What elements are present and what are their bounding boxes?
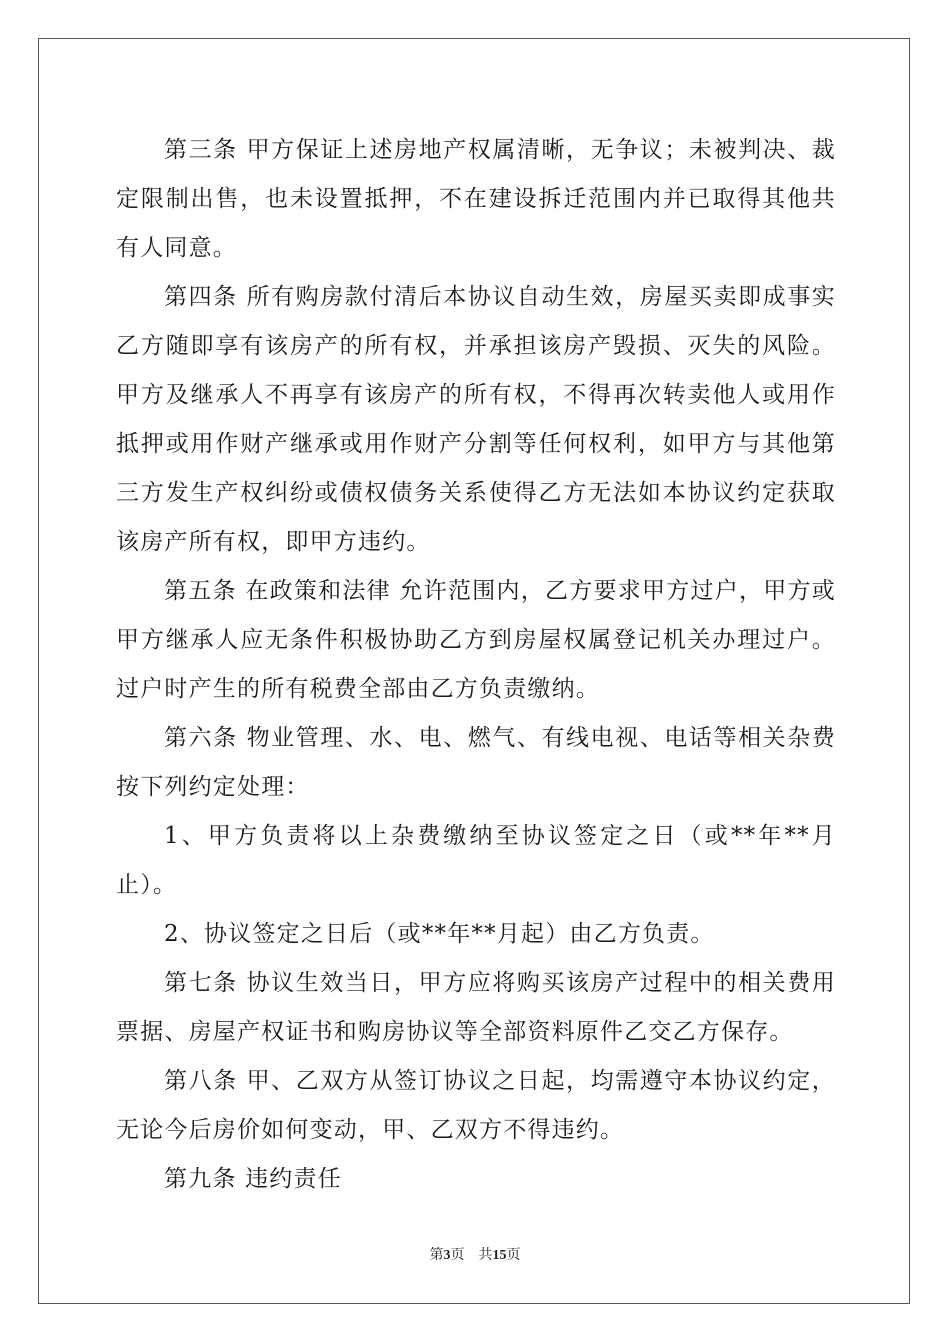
paragraph-article-3: 第三条 甲方保证上述房地产权属清晰，无争议；未被判决、裁定限制出售，也未设置抵押，不在建设拆迁范围内并已取得其他共有人同意。 (116, 137, 836, 261)
page-suffix: 页 (506, 1248, 521, 1263)
page-current-number: 3 (443, 1248, 451, 1263)
paragraph-article-4: 第四条 所有购房款付清后本协议自动生效，房屋买卖即成事实乙方随即享有该房产的所有权，并承担该房产毁损、灭失的风险。甲方及继承人不再享有该房产的所有权，不得再次转卖他人或用作抵押或用作财产继承或用作财产分割等任何权利，如甲方与其他第三方发生产权纠纷或债权债务关系使得乙方无法如本协议约定获取该房产所有权，即甲方违约。 (116, 284, 836, 555)
document-body (116, 126, 836, 1204)
paragraph-article-5: 第五条 在政策和法律 允许范围内，乙方要求甲方过户，甲方或甲方继承人应无条件积极协助乙方到房屋权属登记机关办理过户。过户时产生的所有税费全部由乙方负责缴纳。 (116, 578, 836, 702)
page-mid: 页 共 (450, 1248, 493, 1263)
paragraph-article-7: 第七条 协议生效当日，甲方应将购买该房产过程中的相关费用票据、房屋产权证书和购房协议等全部资料原件乙交乙方保存。 (116, 970, 836, 1045)
page-total-number: 15 (492, 1248, 507, 1263)
paragraph-article-9: 第九条 违约责任 (164, 1166, 342, 1192)
page-footer (0, 1244, 950, 1264)
paragraph-article-6-item-1: 1、甲方负责将以上杂费缴纳至协议签定之日（或**年**月止）。 (116, 823, 836, 898)
paragraph-article-8: 第八条 甲、乙双方从签订协议之日起，均需遵守本协议约定，无论今后房价如何变动，甲、乙双方不得违约。 (116, 1068, 836, 1143)
paragraph-article-6-item-2: 2、协议签定之日后（或**年**月起）由乙方负责。 (164, 921, 715, 947)
page-prefix: 第 (429, 1248, 444, 1263)
paragraph-article-6: 第六条 物业管理、水、电、燃气、有线电视、电话等相关杂费按下列约定处理： (116, 725, 836, 800)
